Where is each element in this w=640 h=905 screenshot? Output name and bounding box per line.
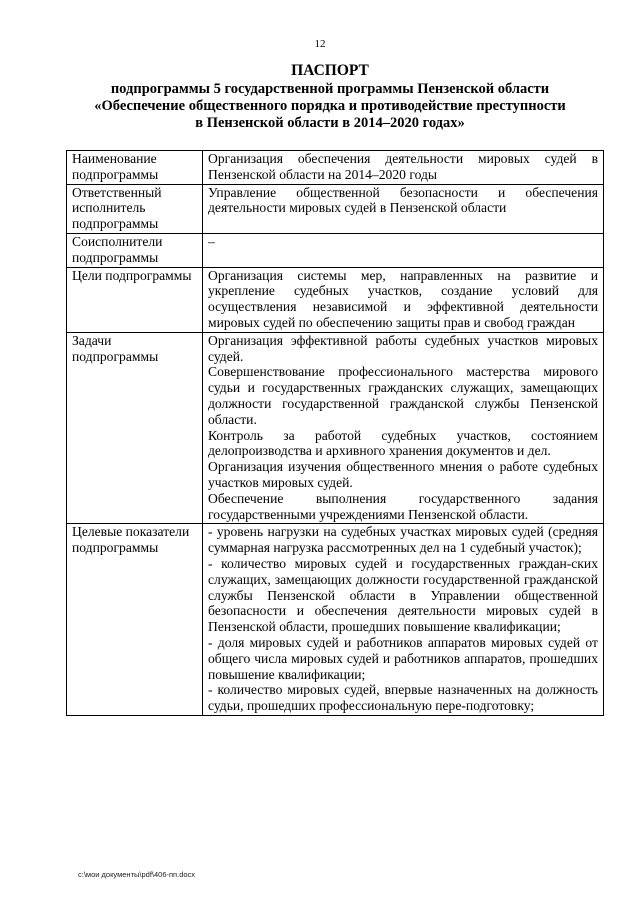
row-value — [203, 267, 604, 332]
value-paragraph: Контроль за работой судебных участков, состоянием делопроизводства и архивного хранения документов и дел. — [208, 427, 598, 459]
row-label: Цели подпрограммы — [67, 267, 203, 332]
value-paragraph: Организация обеспечения деятельности мировых судей в Пензенской области на 2014–2020 годы — [208, 151, 598, 182]
page-number: 12 — [314, 38, 326, 50]
value-paragraph: - уровень нагрузки на судебных участках мировых судей (средняя суммарная нагрузка рассмотренных дел на 1 судебный участок); — [208, 524, 598, 556]
table-row — [67, 332, 604, 524]
value-paragraph: Организация системы мер, направленных на развитие и укрепление судебных участков, создание условий для осуществления независимой и эффективной деятельности мировых судей по обеспечению защиты прав и свобод граждан — [208, 267, 598, 330]
passport-table — [66, 150, 604, 716]
file-path-footer: c:\мои документы\pdf\406-пп.docx — [78, 870, 196, 879]
document-title: ПАСПОРТ — [291, 62, 369, 79]
value-paragraph: Управление общественной безопасности и обеспечения деятельности мировых судей в Пензенской области — [208, 184, 598, 216]
value-paragraph: - количество мировых судей, впервые назначенных на должность судьи, прошедших профессиональную пере-подготовку; — [208, 682, 598, 714]
document-title-block — [60, 62, 600, 132]
row-label: Наименование подпрограммы — [67, 151, 203, 185]
table-row — [67, 524, 604, 716]
row-value — [203, 184, 604, 233]
value-paragraph: Обеспечение выполнения государственного задания государственными учреждениями Пензенской области. — [208, 490, 598, 522]
value-paragraph: Организация изучения общественного мнения о работе судебных участков мировых судей. — [208, 459, 598, 490]
row-value — [203, 233, 604, 267]
row-label: Ответственный исполнитель подпрограммы — [67, 184, 203, 233]
value-paragraph: – — [208, 233, 215, 249]
table-row — [67, 233, 604, 267]
row-value — [203, 151, 604, 185]
table-row — [67, 184, 604, 233]
title-line-2: «Обеспечение общественного порядка и противодействие преступности — [94, 98, 566, 114]
table-row — [67, 267, 604, 332]
table-row — [67, 151, 604, 185]
value-paragraph: - количество мировых судей и государственных граждан-ских служащих, замещающих должности государственной гражданской службы Пензенской области в Управлении общественной безопасности и обеспечения деятельности мировых судей в Пензенской области, прошедших повышение квалификации; — [208, 555, 598, 635]
value-paragraph: - доля мировых судей и работников аппаратов мировых судей от общего числа мировых судей и работников аппаратов, прошедших повышение квалификации; — [208, 634, 598, 682]
value-paragraph: Совершенствование профессионального мастерства мирового судьи и государственных гражданских служащих, замещающих должности государственной гражданской службы Пензенской области. — [208, 364, 598, 427]
title-line-3: в Пензенской области в 2014–2020 годах» — [195, 115, 465, 131]
row-label: Целевые показатели подпрограммы — [67, 524, 203, 716]
title-line-1: подпрограммы 5 государственной программы Пензенской области — [110, 81, 550, 97]
row-label: Задачи подпрограммы — [67, 332, 203, 524]
value-paragraph: Организация эффективной работы судебных участков мировых судей. — [208, 332, 598, 364]
row-value — [203, 332, 604, 524]
row-label: Соисполнители подпрограммы — [67, 233, 203, 267]
row-value — [203, 524, 604, 716]
